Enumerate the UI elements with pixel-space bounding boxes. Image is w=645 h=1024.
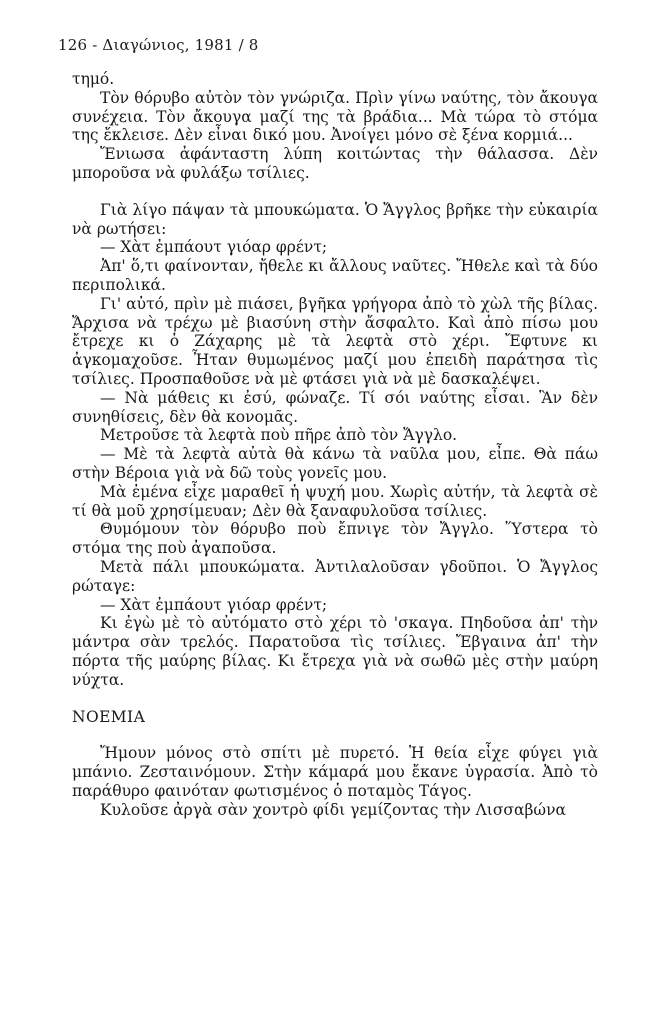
paragraph: Ἤμουν μόνος στὸ σπίτι μὲ πυρετό. Ἡ θεία εἶχε φύγει γιὰ μπάνιο. Ζεσταινόμουν. Στὴν κάμαρά μου ἔκανε ὑγρασία. Ἀπὸ τὸ παράθυρο φαινόταν φωτισμένος ὁ ποταμὸς Τάγος. xyxy=(72,744,598,800)
paragraph: τημό. xyxy=(72,70,115,88)
paragraph: Μετὰ πάλι μπουκώματα. Ἀντιλαλοῦσαν γδοῦποι. Ὁ Ἄγγλος ρώταγε: xyxy=(72,557,598,595)
section-break xyxy=(72,690,598,708)
section-break xyxy=(72,183,598,201)
section-title: ΝΟΕΜΙΑ xyxy=(72,707,146,726)
paragraph: Μὰ ἐμένα εἶχε μαραθεῖ ἡ ψυχή μου. Χωρὶς αὐτήν, τὰ λεφτὰ σὲ τί θὰ μοῦ χρησίμευαν; Δὲν θὰ ξαναφυλοῦσα τσίλιες. xyxy=(72,482,598,520)
paragraph: Μετροῦσε τὰ λεφτὰ ποὺ πῆρε ἀπὸ τὸν Ἄγγλο. xyxy=(100,426,458,445)
paragraph: Τὸν θόρυβο αὐτὸν τὸν γνώριζα. Πρὶν γίνω ναύτης, τὸν ἄκουγα συνέχεια. Τὸν ἄκουγα μαζί της τὰ βράδια... Μὰ τώρα τὸ στόμα της ἔκλεισε. Δὲν εἶναι δικό μου. Ἀνοίγει μόνο σὲ ξένα κορμιά... xyxy=(72,88,598,145)
dialogue-line: — Νὰ μάθεις κι ἐσύ, φώναζε. Τί σόι ναύτης εἶσαι. Ἂν δὲν συνηθίσεις, δὲν θὰ κονομᾶς. xyxy=(72,388,598,426)
dialogue-line: — Μὲ τὰ λεφτὰ αὐτὰ θὰ κάνω τὰ ναῦλα μου, εἶπε. Θὰ πάω στὴν Βέροια γιὰ νὰ δῶ τοὺς γονεῖς μου. xyxy=(72,445,598,482)
body-text xyxy=(72,70,598,819)
section-break xyxy=(72,726,598,744)
paragraph: Θυμόμουν τὸν θόρυβο ποὺ ἔπνιγε τὸν Ἄγγλο. Ὕστερα τὸ στόμα της ποὺ ἀγαποῦσα. xyxy=(72,520,598,558)
running-head: 126 - Διαγώνιος, 1981 / 8 xyxy=(58,36,259,54)
paragraph: Γιὰ λίγο πάψαν τὰ μπουκώματα. Ὁ Ἄγγλος βρῆκε τὴν εὐκαιρία νὰ ρωτήσει: xyxy=(72,200,598,238)
dialogue-line: — Χὰτ ἐμπάουτ γιόαρ φρέντ; xyxy=(100,238,328,257)
dialogue-line: — Χὰτ ἐμπάουτ γιόαρ φρέντ; xyxy=(100,595,328,614)
paragraph: Κι ἐγὼ μὲ τὸ αὐτόματο στὸ χέρι τὸ 'σκαγα. Πηδοῦσα ἀπ' τὴν μάντρα σὰν τρελός. Παρατοῦσα τὶς τσίλιες. Ἔβγαινα ἀπ' τὴν πόρτα τῆς μαύρης βίλας. Κι ἔτρεχα γιὰ νὰ σωθῶ μὲς στὴν μαύρη νύχτα. xyxy=(72,614,598,689)
paragraph: Ἀπ' ὅ,τι φαίνονταν, ἤθελε κι ἄλλους ναῦτες. Ἤθελε καὶ τὰ δύο περιπολικά. xyxy=(72,257,598,294)
paragraph: Γι' αὐτό, πρὶν μὲ πιάσει, βγῆκα γρήγορα ἀπὸ τὸ χὼλ τῆς βίλας. Ἄρχισα νὰ τρέχω μὲ βιασύνη στὴν ἄσφαλτο. Καὶ ἀπὸ πίσω μου ἔτρεχε κι ὁ Ζάχαρης μὲ τὰ λεφτὰ στὸ χέρι. Ἔφτυνε κι ἀγκομαχοῦσε. Ἦταν θυμωμένος μαζί μου ἐπειδὴ παράτησα τὶς τσίλιες. Προσπαθοῦσε νὰ μὲ φτάσει γιὰ νὰ μὲ δασκαλέψει. xyxy=(72,294,598,388)
paragraph: Ἔνιωσα ἀφάνταστη λύπη κοιτώντας τὴν θάλασσα. Δὲν μποροῦσα νὰ φυλάξω τσίλιες. xyxy=(72,145,598,182)
paragraph: Κυλοῦσε ἀργὰ σὰν χοντρὸ φίδι γεμίζοντας τὴν Λισσαβώνα xyxy=(100,800,566,819)
